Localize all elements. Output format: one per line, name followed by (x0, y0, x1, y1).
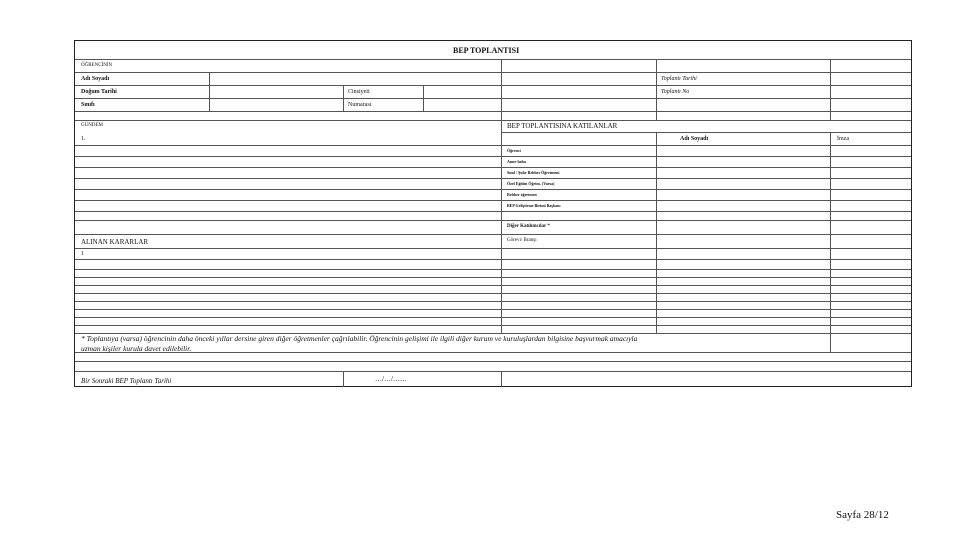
role-student: Öğrenci (507, 148, 521, 153)
footnote-line-1: * Toplantıya (varsa) öğrencinin daha önceki yıllar dersine giren diğer öğretmenler çağrılabilir. Öğrencinin gelişimi ile ilgili diğer kurum ve kuruluşlardan bilgisine başvurmak amacıyla (81, 334, 638, 343)
bep-meeting-form (74, 40, 912, 387)
page-number: Sayfa 28/12 (836, 509, 889, 521)
other-participants-label: Diğer Katılımcılar * (507, 224, 550, 229)
attendees-title: BEP TOPLANTISINA KATILANLAR (507, 122, 618, 130)
role-counselor: Rehber öğretmen (507, 192, 537, 197)
decisions-label: ALINAN KARARLAR (81, 238, 149, 246)
role-bep-head: BEP Geliştirme Birimi Başkanı (507, 203, 561, 208)
duty-branch-label: Görevi/ Branşı (507, 238, 537, 243)
name-label: Adı Soyadı (81, 76, 110, 82)
role-special-ed-teacher: Özel Eğitim Öğrtm. (Varsa) (507, 181, 555, 186)
agenda-label: GÜNDEM (81, 123, 103, 128)
form-title: BEP TOPLANTISI (453, 46, 520, 55)
student-section-label: ÖĞRENCİNİN (81, 63, 113, 68)
next-meeting-date: …/…/…… (375, 375, 407, 383)
next-meeting-label: Bir Sonraki BEP Toplantı Tarihi (81, 377, 172, 385)
meeting-date-label: Toplantı Tarihi (661, 76, 697, 82)
decision-item-1: 1 (81, 251, 84, 257)
role-class-teacher: Sınıf / Şube Rehber Öğretmeni (507, 170, 560, 175)
agenda-item-1: 1. (81, 136, 86, 142)
birth-date-label: Doğum Tarihi (81, 89, 117, 95)
meeting-no-label: Toplantı No (661, 89, 690, 95)
gender-label: Cinsiyeti (348, 89, 370, 95)
class-label: Sınıfı (81, 102, 95, 108)
number-label: Numarası (348, 102, 372, 108)
attendee-name-column: Adı Soyadı (680, 136, 709, 142)
signature-column: İmza (837, 136, 849, 142)
footnote-line-2: uzman kişiler kurula davet edilebilir. (81, 344, 192, 353)
role-parents: Anne-baba (507, 159, 526, 164)
